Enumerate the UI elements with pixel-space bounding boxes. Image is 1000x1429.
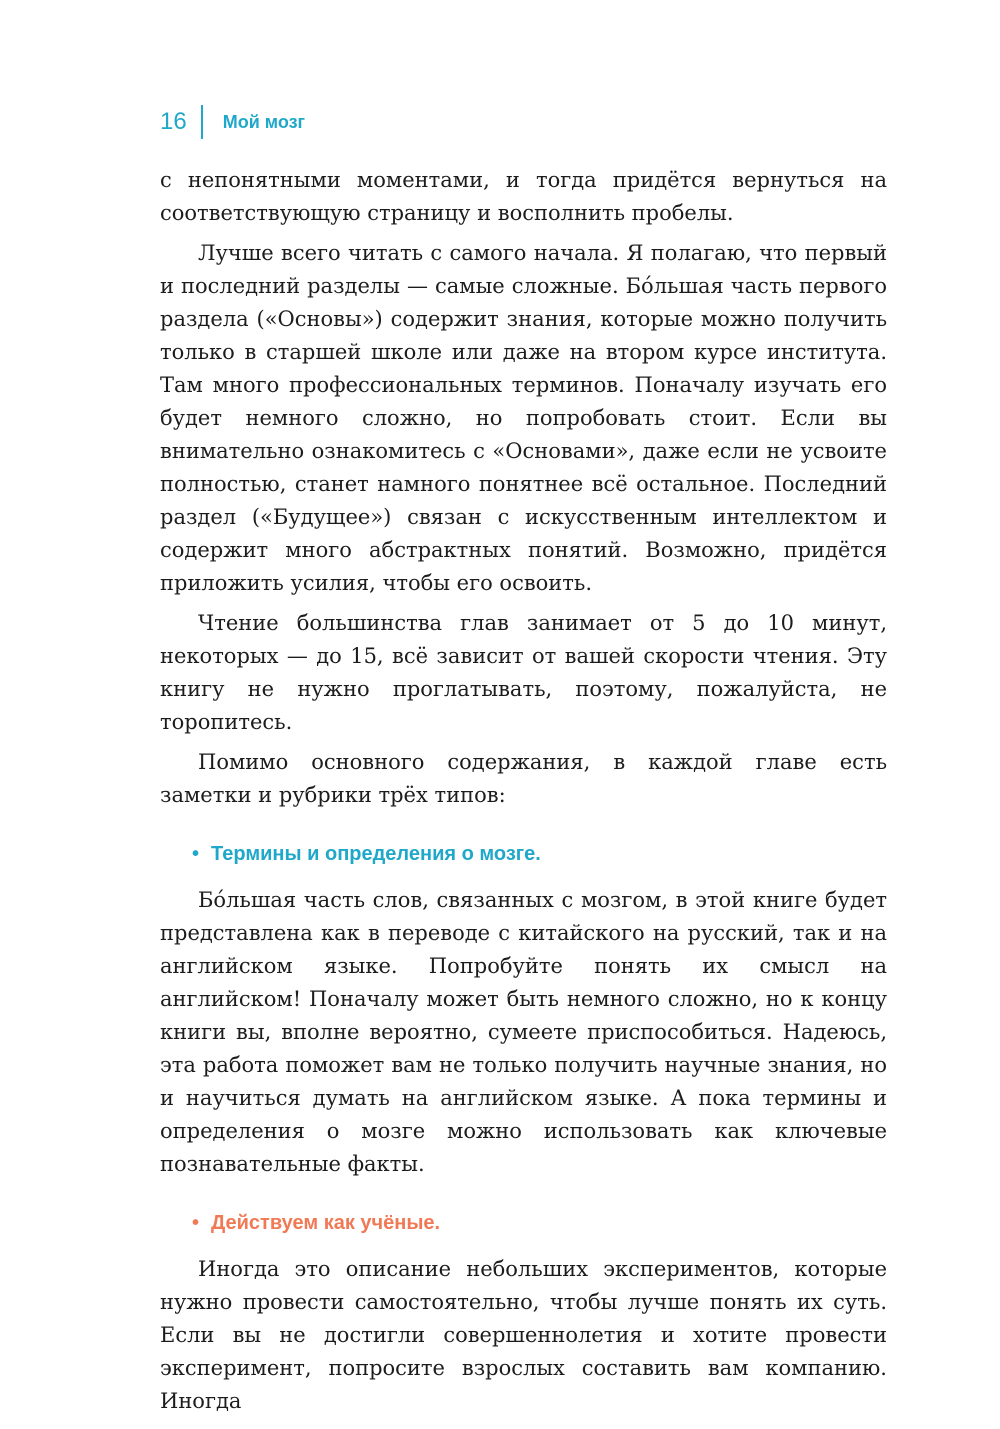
- page-number: 16: [160, 108, 187, 135]
- rubric-terms-label: Термины и определения о мозге.: [211, 843, 541, 865]
- bullet-icon: •: [192, 843, 200, 865]
- bullet-icon: •: [192, 1212, 200, 1234]
- paragraph-reading-time: Чтение большинства глав занимает от 5 до 10 минут, некоторых — до 15, всё зависит от вашей скорости чтения. Эту книгу не нужно проглатывать, поэтому, пожалуйста, не торопитесь.: [160, 611, 887, 734]
- rubric-scientists: [192, 1208, 887, 1238]
- header-divider: [201, 105, 203, 139]
- paragraph-reading-order: Лучше всего читать с самого начала. Я полагаю, что первый и последний разделы — самые сложные. Бо́льшая часть первого раздела («Основы») содержит знания, которые можно получить только в старшей школе или даже на втором курсе института. Там много профессиональных терминов. Поначалу изучать его будет немного сложно, но попробовать стоит. Если вы внимательно ознакомитесь с «Основами», даже если не усвоите полностью, станет намного понятнее всё остальное. Последний раздел («Будущее») связан с искусственным интеллектом и содержит много абстрактных понятий. Возможно, придётся приложить усилия, чтобы его освоить.: [160, 241, 887, 595]
- running-header: [160, 104, 305, 140]
- paragraph-terms: Бо́льшая часть слов, связанных с мозгом, в этой книге будет представлена как в переводе с китайского на русский, так и на английском языке. Попробуйте понять их смысл на английском! Поначалу может быть немного сложно, но к концу книги вы, вполне вероятно, сумеете приспособиться. Надеюсь, эта работа поможет вам не только получить научные знания, но и научиться думать на английском языке. А пока термины и определения о мозге можно использовать как ключевые познавательные факты.: [160, 888, 887, 1176]
- rubric-terms: [192, 839, 887, 869]
- running-title: Мой мозг: [222, 111, 306, 132]
- page-body: [160, 164, 887, 1425]
- paragraph-experiments: Иногда это описание небольших экспериментов, которые нужно провести самостоятельно, чтобы лучше понять их суть. Если вы не достигли совершеннолетия и хотите провести эксперимент, попросите взрослых составить вам компанию. Иногда: [160, 1257, 887, 1413]
- paragraph-rubrics-intro: Помимо основного содержания, в каждой главе есть заметки и рубрики трёх типов:: [160, 750, 887, 807]
- paragraph-continuation: с непонятными моментами, и тогда придётся вернуться на соответствующую страницу и восполнить пробелы.: [160, 168, 887, 225]
- rubric-scientists-label: Действуем как учёные.: [211, 1212, 441, 1234]
